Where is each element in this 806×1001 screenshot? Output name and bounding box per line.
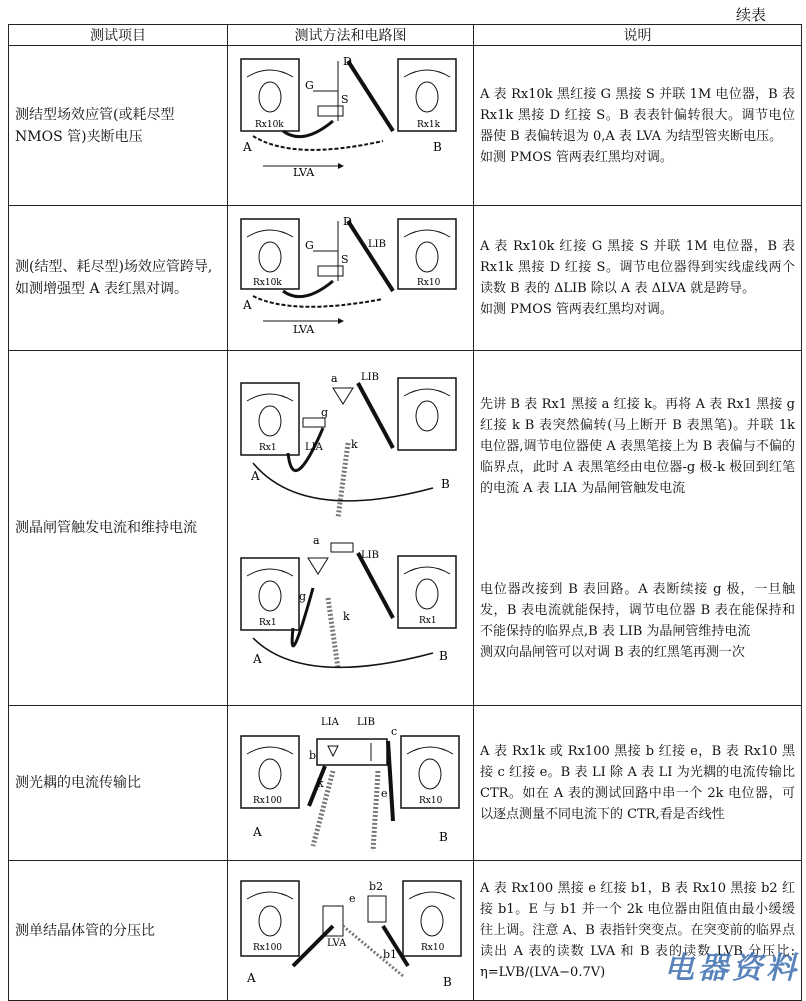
ujt-symbol xyxy=(368,896,386,922)
probe-k xyxy=(338,443,348,518)
meter-a-range: Rx1 xyxy=(259,443,277,453)
potentiometer xyxy=(318,266,343,276)
table-row xyxy=(9,206,802,351)
row1-desc-line2: 如测 PMOS 管两表红黑均对调。 xyxy=(480,149,673,165)
label-a: A xyxy=(253,652,262,666)
label-b: B xyxy=(439,829,448,844)
header-test-item: 测试项目 xyxy=(9,25,228,46)
label-d: D xyxy=(343,54,352,68)
table-row xyxy=(9,46,802,206)
lead-wire xyxy=(253,638,433,667)
row5-circuit-diagram xyxy=(233,866,468,996)
row3-desc-part2-line2: 测双向晶闸管可以对调 B 表的红黑笔再测一次 xyxy=(480,644,745,660)
lead-wire xyxy=(253,136,383,150)
probe-a xyxy=(283,121,333,137)
label-e: e xyxy=(381,786,388,800)
potentiometer xyxy=(318,106,343,116)
row3-figure-cell xyxy=(228,351,474,706)
label-a: A xyxy=(247,970,256,985)
meter-a-range: Rx10k xyxy=(255,119,284,130)
probe-b-red xyxy=(373,771,378,851)
label-a: A xyxy=(243,139,252,154)
meter-b-knob xyxy=(416,401,438,431)
test-methods-table xyxy=(8,24,802,1001)
row3-desc-gap xyxy=(480,499,795,579)
label-b: B xyxy=(441,477,450,491)
label-lva: LVA xyxy=(293,165,315,179)
thyristor-symbol xyxy=(333,388,353,404)
meter-b-knob xyxy=(419,759,441,789)
meter-b-knob xyxy=(416,242,438,272)
meter-b-scale xyxy=(404,567,450,574)
label-k: k xyxy=(351,438,358,451)
row2-description xyxy=(474,206,802,351)
row5-figure-cell xyxy=(228,861,474,1001)
row5-item: 测单结晶体管的分压比 xyxy=(9,861,228,1001)
label-a-pin: a xyxy=(331,372,338,385)
meter-b-knob xyxy=(421,906,443,936)
label-g: g xyxy=(299,590,307,603)
label-lib: LIB xyxy=(361,372,379,383)
row2-desc-line2: 如测 PMOS 管两表红黑均对调。 xyxy=(480,302,673,317)
meter-b-scale xyxy=(404,389,450,396)
label-d: D xyxy=(343,214,352,228)
label-lia: LIA xyxy=(305,442,323,453)
label-lva: LVA xyxy=(293,322,315,336)
row4-desc-line1: A 表 Rx1k 或 Rx100 黑接 b 红接 e，B 表 Rx10 黑接 c 红接 e。B 表 LI 除 A 表 LI 为光耦的电流传输比 CTR。如在 A 表的测试回路中串一个 2k 电位器，可以逐点测量不同电流下的 CTR,看是否线性 xyxy=(480,744,795,822)
meter-b-scale xyxy=(404,70,450,77)
label-a: A xyxy=(243,297,252,312)
probe-b-black xyxy=(388,741,393,821)
probe-b xyxy=(358,553,393,618)
row5-desc-line1: A 表 Rx100 黑接 e 红接 b1，B 表 Rx10 黑接 b2 红接 b1。E 与 b1 并一个 2k 电位器由阻值由最小缓缓往上调。注意 A、B 表指针突变点。在突变前的临界点读出 A 表的读数 LVA 和 B 表的读数 LVB 分压比: η=LVB/(LVA−0.7V) xyxy=(480,881,795,980)
meter-b-range: Rx1 xyxy=(419,616,437,626)
potentiometer xyxy=(331,543,353,552)
row3-trigger-diagram xyxy=(233,368,468,528)
row3-holding-diagram xyxy=(233,528,468,688)
label-lib: LIB xyxy=(368,238,386,250)
row1-item: 测结型场效应管(或耗尽型 NMOS 管)夹断电压 xyxy=(9,46,228,206)
meter-b-range: Rx10 xyxy=(421,942,445,953)
header-method: 测试方法和电路图 xyxy=(228,25,474,46)
meter-a-scale xyxy=(247,70,293,77)
meter-a-range: Rx10k xyxy=(253,277,282,288)
meter-b-range: Rx10 xyxy=(417,277,441,288)
label-c: c xyxy=(391,724,398,738)
potentiometer xyxy=(303,418,325,427)
header-description: 说明 xyxy=(474,25,802,46)
label-e: e xyxy=(349,891,356,905)
meter-b-scale xyxy=(407,747,453,754)
row4-description xyxy=(474,706,802,861)
meter-b-knob xyxy=(416,82,438,112)
label-b1: b1 xyxy=(383,947,398,961)
label-b-pin: b xyxy=(309,748,317,762)
row1-figure-cell xyxy=(228,46,474,206)
table-row xyxy=(9,706,802,861)
label-a: A xyxy=(253,824,262,839)
meter-a-scale xyxy=(247,230,293,237)
row3-desc-part1: 先讲 B 表 Rx1 黑接 a 红接 k。再将 A 表 Rx1 黑接 g 红接 k B 表突然偏转(马上断开 B 表黑笔)。并联 1k 电位器,调节电位器使 A 表黑笔接上为 B 表偏与不偏的临界点，此时 A 表黑笔经由电位器-g 极-k 极回到红笔的电流 A 表 LIA 为晶闸管触发电流 xyxy=(480,396,795,496)
meter-a-knob xyxy=(259,759,281,789)
table-row xyxy=(9,351,802,706)
row2-figure-cell xyxy=(228,206,474,351)
row1-description xyxy=(474,46,802,206)
label-b: B xyxy=(433,139,442,154)
meter-a-scale xyxy=(247,569,293,576)
row1-desc-line1: A 表 Rx10k 黑红接 G 黑接 S 并联 1M 电位器，B 表 Rx1k 黑接 D 红接 S。B 表表针偏转很大。调节电位器使 B 表偏转退为 0,A 表 LVA 为结型管夹断电压。 xyxy=(480,86,795,144)
meter-a-scale xyxy=(247,892,293,899)
row4-item: 测光耦的电流传输比 xyxy=(9,706,228,861)
row3-description xyxy=(474,351,802,706)
label-lia: LIA xyxy=(321,716,339,728)
label-b: B xyxy=(439,649,448,663)
label-g: G xyxy=(305,238,314,252)
row4-figure-cell xyxy=(228,706,474,861)
meter-a-range: Rx1 xyxy=(259,618,277,628)
lead-wire xyxy=(253,296,383,307)
meter-b-range: Rx10 xyxy=(419,795,443,806)
probe-b xyxy=(358,383,393,448)
meter-b-range: Rx1k xyxy=(417,119,441,130)
meter-a-scale xyxy=(247,394,293,401)
label-lib: LIB xyxy=(361,550,379,561)
label-s: S xyxy=(341,92,349,106)
watermark: 电器资料 xyxy=(664,951,800,986)
led-symbol xyxy=(328,746,338,756)
thyristor-symbol xyxy=(308,558,328,574)
label-lib: LIB xyxy=(357,716,375,728)
label-a: A xyxy=(251,469,260,483)
label-s: S xyxy=(341,252,349,266)
meter-b-knob xyxy=(416,579,438,609)
row2-item: 测(结型、耗尽型)场效应管跨导,如测增强型 A 表红黑对调。 xyxy=(9,206,228,351)
meter-a-scale xyxy=(247,747,293,754)
meter-a-knob xyxy=(259,406,281,436)
meter-a-range: Rx100 xyxy=(253,795,283,806)
table-header-row xyxy=(9,25,802,46)
continued-label: 续表 xyxy=(735,6,766,24)
label-g: g xyxy=(321,406,329,419)
label-k: k xyxy=(317,776,324,790)
probe-b xyxy=(348,61,393,131)
label-b2: b2 xyxy=(369,879,384,893)
label-k: k xyxy=(343,610,350,623)
probe-k xyxy=(328,598,338,668)
label-a-pin: a xyxy=(313,534,320,547)
meter-a-knob xyxy=(259,82,281,112)
optocoupler-body xyxy=(317,739,387,765)
row4-circuit-diagram xyxy=(233,711,468,856)
meter-a-knob xyxy=(259,906,281,936)
meter-a-range: Rx100 xyxy=(253,942,283,953)
row2-desc-line1: A 表 Rx10k 红接 G 黑接 S 并联 1M 电位器，B 表 Rx1k 黑接 D 红接 S。调节电位器得到实线虚线两个读数 B 表的 ΔLIB 除以 A 表 ΔLVA 就是跨导。 xyxy=(480,239,795,296)
row1-circuit-diagram xyxy=(233,51,468,201)
probe-b xyxy=(348,221,393,291)
meter-b-scale xyxy=(404,230,450,237)
row2-circuit-diagram xyxy=(233,211,468,346)
meter-a-knob xyxy=(259,242,281,272)
label-b: B xyxy=(443,974,452,989)
label-g: G xyxy=(305,78,314,92)
row3-desc-part2-line1: 电位器改接到 B 表回路。A 表断续接 g 极，一旦触发，B 表电流就能保持，调节电位器 B 表在能保持和不能保持的临界点,B 表 LIB 为晶闸管维持电流 xyxy=(480,581,795,639)
row3-item: 测晶闸管触发电流和维持电流 xyxy=(9,351,228,706)
meter-b-scale xyxy=(409,892,455,899)
label-lva: LVA xyxy=(327,937,347,949)
meter-a-knob xyxy=(259,581,281,611)
